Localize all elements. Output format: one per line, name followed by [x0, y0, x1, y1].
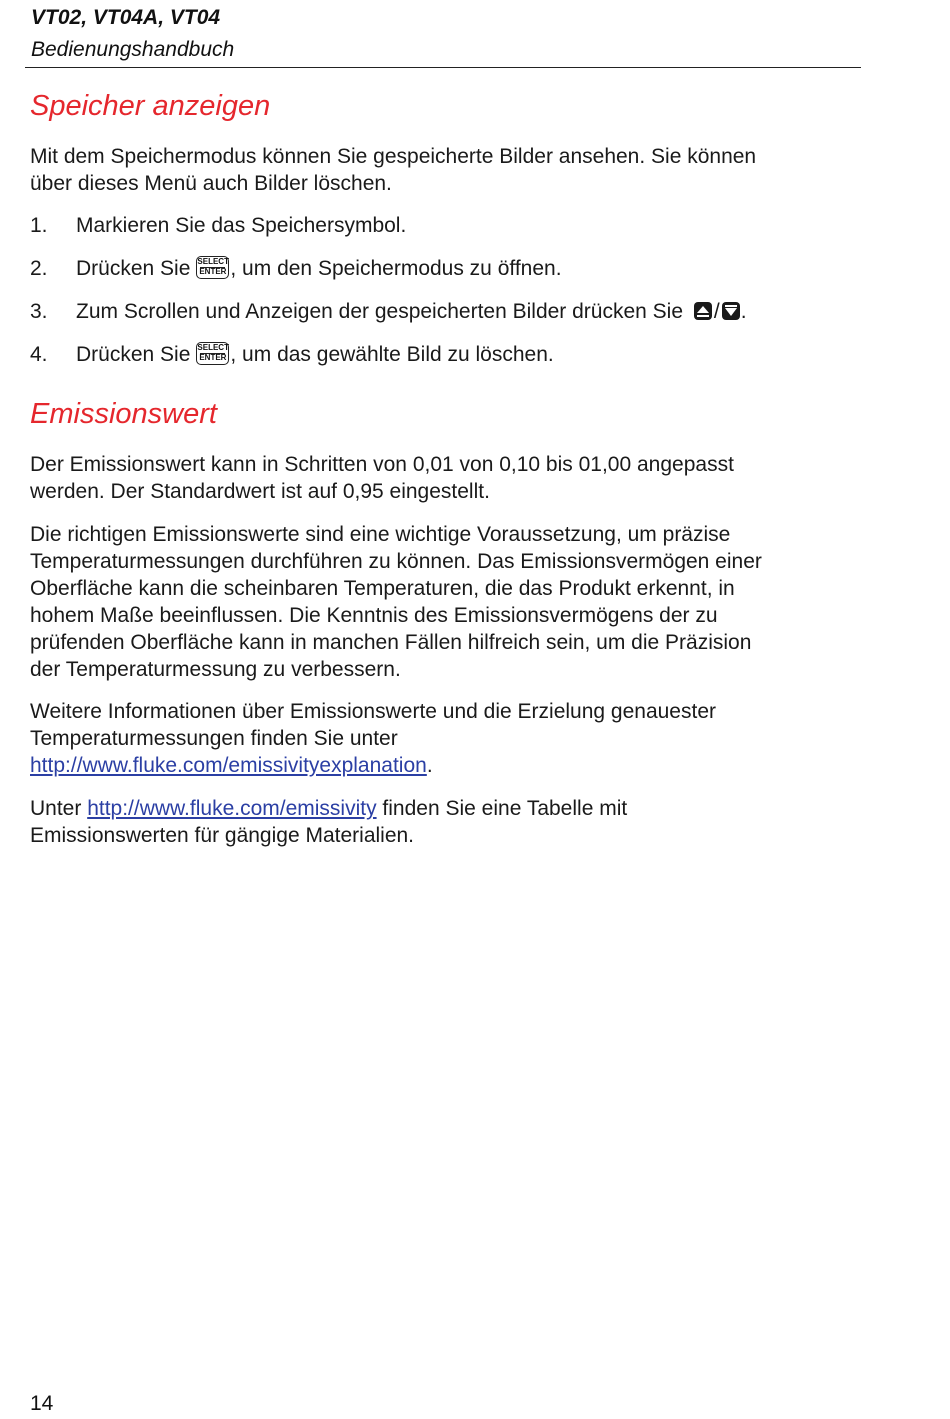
step-2: [30, 255, 860, 282]
select-enter-key-icon: [196, 256, 229, 279]
paragraph-more-info: [30, 698, 860, 779]
paragraph-line: Emissionswerten für gängige Materialien.: [30, 824, 415, 847]
paragraph-line: Temperaturmessungen finden Sie unter: [30, 727, 398, 750]
paragraph-line: [30, 752, 860, 779]
header-subtitle: Bedienungshandbuch: [31, 38, 235, 61]
step-text-after: .: [740, 300, 747, 323]
paragraph-line: Temperaturmessungen durchführen zu können. Das Emissionsvermögen einer: [30, 550, 762, 573]
text-before-link: Unter: [30, 797, 88, 820]
paragraph-emission-importance: [30, 521, 860, 683]
intro-paragraph: [30, 143, 860, 197]
key-label-enter: ENTER: [199, 353, 227, 362]
step-text-after: , um den Speichermodus zu öffnen.: [230, 257, 562, 280]
step-number: 2.: [30, 257, 48, 280]
text-after-link: finden Sie eine Tabelle mit: [376, 797, 628, 820]
section-heading-emissionswert: Emissionswert: [30, 398, 217, 430]
step-text-before: Drücken Sie: [76, 257, 191, 280]
step-3: [30, 298, 860, 325]
step-text-before: Drücken Sie: [76, 343, 191, 366]
paragraph-line: Die richtigen Emissionswerte sind eine wichtige Voraussetzung, um präzise: [30, 523, 731, 546]
emissivity-table-link[interactable]: http://www.fluke.com/emissivity: [87, 797, 377, 820]
key-label-enter: ENTER: [199, 267, 227, 276]
step-text: Markieren Sie das Speichersymbol.: [76, 214, 407, 237]
paragraph-emissivity-table: [30, 795, 860, 849]
up-arrow-key-icon: [693, 301, 713, 321]
step-text: [76, 341, 554, 368]
step-text-after: , um das gewählte Bild zu löschen.: [230, 343, 554, 366]
emissivity-explanation-link[interactable]: http://www.fluke.com/emissivityexplanation: [30, 754, 427, 777]
paragraph-line: [30, 795, 860, 822]
intro-line: Mit dem Speichermodus können Sie gespeicherte Bilder ansehen. Sie können: [30, 145, 757, 168]
step-text: [76, 255, 562, 282]
step-number: 3.: [30, 300, 48, 323]
paragraph-line: hohem Maße beeinflussen. Die Kenntnis des Emissionsvermögens der zu: [30, 604, 718, 627]
arrow-separator: /: [713, 300, 720, 323]
paragraph-line: Weitere Informationen über Emissionswerte und die Erzielung genauester: [30, 700, 716, 723]
step-4: [30, 341, 860, 368]
down-arrow-key-icon: [721, 301, 741, 321]
paragraph-emission-steps: [30, 451, 860, 505]
select-enter-key-icon: [196, 342, 229, 365]
step-text-before: Zum Scrollen und Anzeigen der gespeicherten Bilder drücken Sie: [76, 300, 684, 323]
link-trailing-period: .: [426, 754, 433, 777]
paragraph-line: prüfenden Oberfläche kann in manchen Fällen hilfreich sein, um die Präzision: [30, 631, 752, 654]
key-label-select: SELECT: [197, 343, 229, 352]
paragraph-line: Der Emissionswert kann in Schritten von 0,01 von 0,10 bis 01,00 angepasst: [30, 453, 734, 476]
step-number: 4.: [30, 343, 48, 366]
header-title: VT02, VT04A, VT04: [31, 6, 221, 29]
step-number: 1.: [30, 214, 48, 237]
section-heading-speicher: Speicher anzeigen: [30, 90, 271, 122]
intro-line: über dieses Menü auch Bilder löschen.: [30, 172, 392, 195]
step-1: [30, 212, 860, 239]
paragraph-line: der Temperaturmessung zu verbessern.: [30, 658, 401, 681]
header-divider: [25, 67, 861, 68]
paragraph-line: werden. Der Standardwert ist auf 0,95 eingestellt.: [30, 480, 490, 503]
paragraph-line: Oberfläche kann die scheinbaren Temperaturen, die das Produkt erkennt, in: [30, 577, 735, 600]
page-number: 14: [30, 1392, 54, 1415]
key-label-select: SELECT: [197, 257, 229, 266]
step-text: [76, 298, 747, 325]
